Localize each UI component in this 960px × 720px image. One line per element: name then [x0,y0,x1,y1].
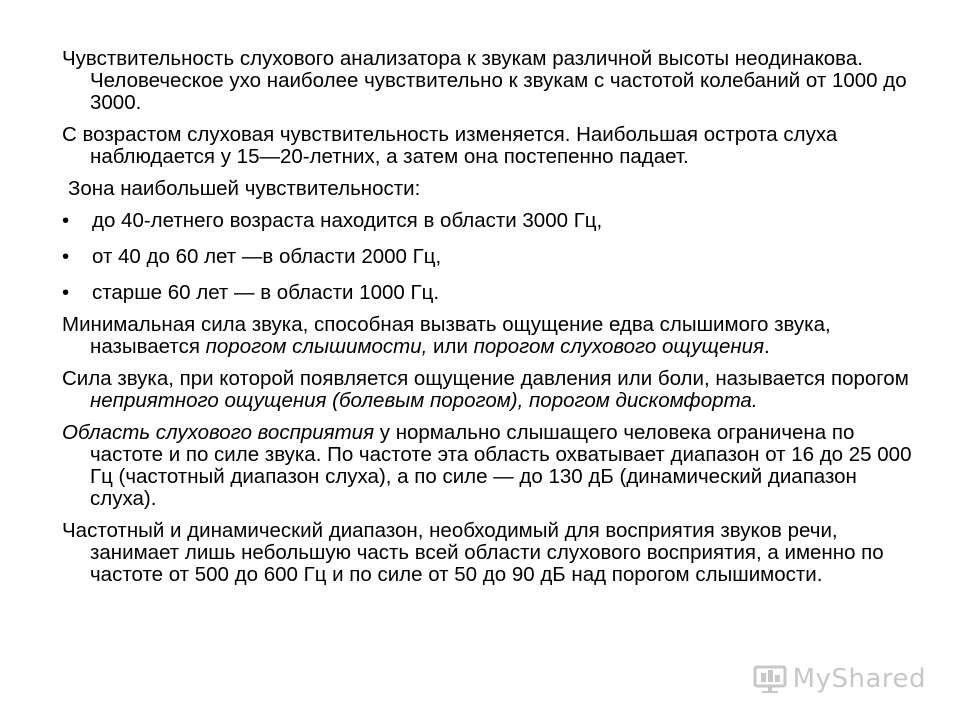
paragraph-sensitivity: Чувствительность слухового анализатора к звукам различной высоты неодинакова. Человеческое ухо наиболее чувствительно к звукам с частотой колебаний от 1000 до 3000. [62,47,907,114]
text-run: у нормально слышащего человека ограничена по частоте и по силе звука. По частоте эта область охватывает диапазон от 16 до 25 000 Гц (частотный диапазон слуха), а по силе — до 130 дБ (динамический диапазон слуха). [90,421,912,510]
paragraph-threshold [62,314,922,358]
paragraph-age: С возрастом слуховая чувствительность изменяется. Наибольшая острота слуха наблюдается у 15—20-летних, а затем она постепенно падает. [62,123,838,168]
list-item-text: старше 60 лет — в области 1000 Гц. [92,281,440,304]
bullet-icon: • [62,245,70,268]
term-auditory-threshold: порогом слухового ощущения [473,335,765,358]
list-item-text: от 40 до 60 лет —в области 2000 Гц, [92,245,442,268]
text-run: Минимальная сила звука, способная вызвать ощущение едва слышимого звука, называется [62,313,831,358]
logo-text: MyShared [792,664,926,694]
bullet-icon: • [62,209,70,232]
paragraph-speech: Частотный и динамический диапазон, необходимый для восприятия звуков речи, занимает лишь небольшую часть всей области слухового восприятия, а именно по частоте от 500 до 600 Гц и по силе от 50 до 90 дБ над порогом слышимости. [62,519,884,586]
paragraph-pain [62,368,922,412]
list-item [62,246,922,268]
list-item-text: до 40-летнего возраста находится в области 3000 Гц, [92,209,603,232]
presentation-icon [753,664,787,694]
list-item [62,210,922,232]
slide-content [62,48,922,596]
zone-heading: Зона наибольшей чувствительности: [68,177,421,200]
term-perception-area: Область слухового восприятия [62,421,375,444]
list-item [62,282,922,304]
term-pain-threshold: неприятного ощущения (болевым порогом), порогом дискомфорта. [90,389,758,412]
text-run: или [427,335,474,358]
watermark-logo [753,664,926,694]
text-run: . [764,335,770,358]
bullet-icon: • [62,281,70,304]
paragraph-range [62,422,922,510]
term-hearing-threshold: порогом слышимости, [205,335,428,358]
text-run: Сила звука, при которой появляется ощущение давления или боли, называется порогом [62,367,909,390]
